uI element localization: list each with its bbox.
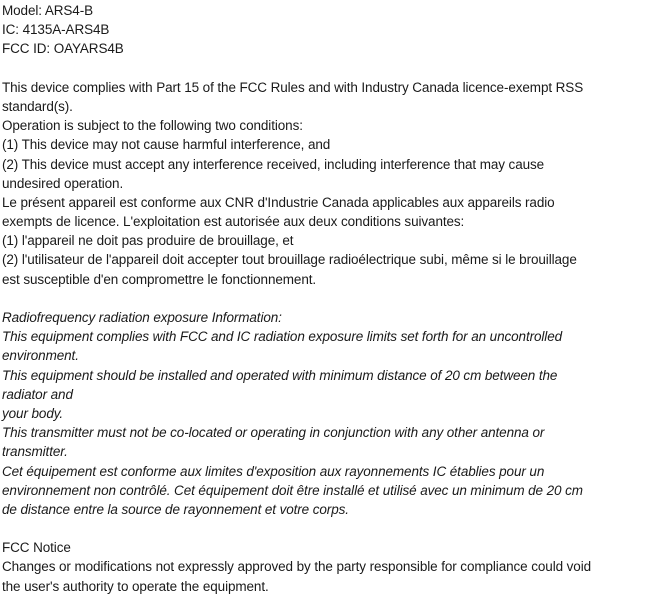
text-line: Model: ARS4-B	[2, 3, 93, 18]
text-line: (1) l'appareil ne doit pas produire de brouillage, et	[2, 233, 294, 249]
text-line: Operation is subject to the following two conditions:	[2, 118, 303, 134]
text-line: Cet équipement est conforme aux limites d'exposition aux rayonnements IC établies pour un	[2, 463, 545, 479]
text-line: est susceptible d'en compromettre le fonctionnement.	[2, 271, 317, 287]
text-line: radiator and	[2, 386, 73, 402]
text-line: (2) l'utilisateur de l'appareil doit accepter tout brouillage radioélectrique subi, même si le brouillage	[2, 252, 577, 268]
text-line: your body.	[2, 405, 64, 421]
text-line: undesired operation.	[2, 175, 124, 191]
blank-line	[2, 289, 649, 308]
text-line: standard(s).	[2, 98, 73, 114]
text-line: de distance entre la source de rayonnement et votre corps.	[2, 501, 349, 517]
text-line: transmitter.	[2, 444, 68, 460]
text-line: environment.	[2, 348, 79, 364]
text-line: (2) This device must accept any interference received, including interference that may cause	[2, 156, 545, 172]
text-line: exempts de licence. L'exploitation est autorisée aux deux conditions suivantes:	[2, 214, 465, 230]
text-line: This equipment complies with FCC and IC radiation exposure limits set forth for an uncontrolled	[2, 329, 563, 345]
text-line: Radiofrequency radiation exposure Information:	[2, 310, 282, 325]
text-line: FCC ID: OAYARS4B	[2, 41, 124, 57]
text-line: IC: 4135A-ARS4B	[2, 22, 110, 38]
blank-line	[2, 519, 649, 538]
text-line: environnement non contrôlé. Cet équipement doit être installé et utilisé avec un minimum de 20 cm	[2, 482, 583, 498]
blank-line	[2, 59, 649, 78]
text-line: Changes or modifications not expressly approved by the party responsible for compliance could void	[2, 559, 592, 575]
text-line: Le présent appareil est conforme aux CNR d'Industrie Canada applicables aux appareils radio	[2, 194, 555, 210]
text-line: This transmitter must not be co-located or operating in conjunction with any other antenna or	[2, 425, 545, 441]
text-line: (1) This device may not cause harmful interference, and	[2, 137, 331, 153]
text-line: This equipment should be installed and operated with minimum distance of 20 cm between the	[2, 367, 558, 383]
text-line: This device complies with Part 15 of the FCC Rules and with Industry Canada licence-exempt RSS	[2, 79, 584, 95]
text-line: the user's authority to operate the equipment.	[2, 578, 269, 594]
text-line: FCC Notice	[2, 540, 71, 556]
